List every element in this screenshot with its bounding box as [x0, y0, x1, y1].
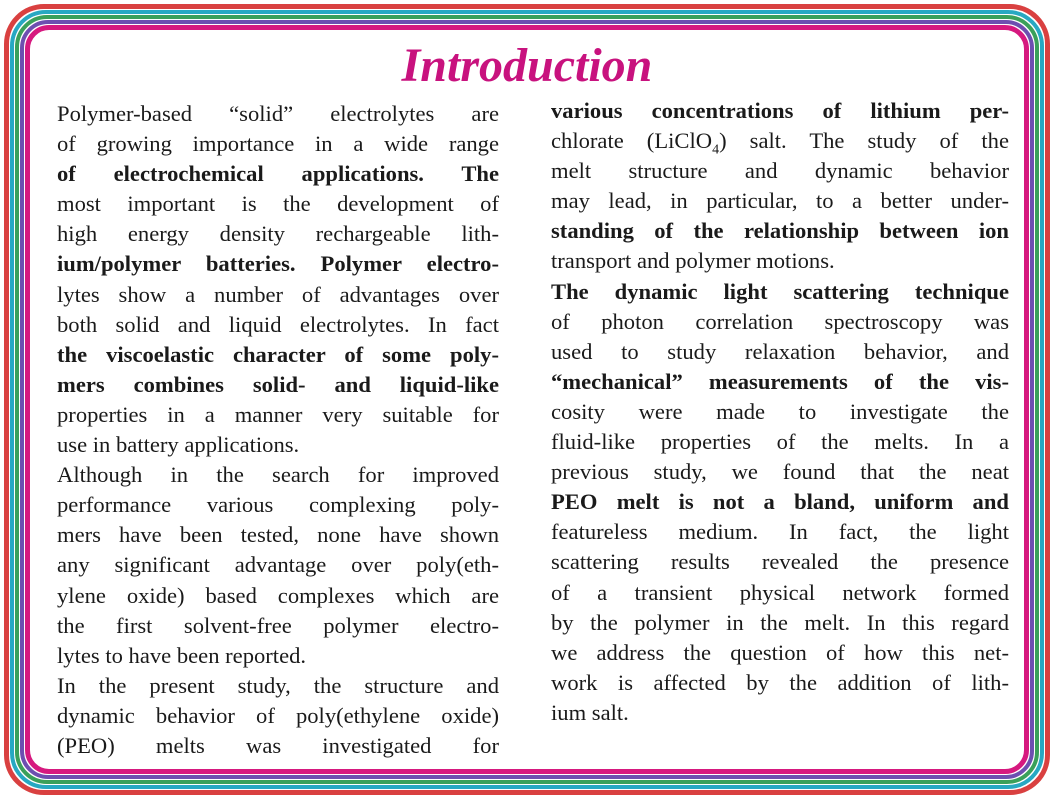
text-line: mers have been tested, none have shown: [57, 522, 499, 548]
text-line: transport and polymer motions.: [551, 248, 835, 274]
subscript: 4: [712, 142, 720, 158]
text-line: featureless medium. In fact, the light: [551, 519, 1009, 545]
text-line: high energy density rechargeable lith-: [57, 221, 499, 247]
text-line: The dynamic light scattering technique: [551, 278, 1009, 304]
text-line: use in battery applications.: [57, 432, 300, 458]
text-line: of a transient physical network formed: [551, 579, 1009, 605]
text-line: properties in a manner very suitable for: [57, 401, 499, 427]
left-text-column: [57, 99, 499, 761]
text-line: fluid-like properties of the melts. In a: [551, 429, 1009, 455]
text-line: any significant advantage over poly(eth-: [57, 552, 499, 578]
text-line: standing of the relationship between ion: [551, 218, 1009, 244]
text-line: scattering results revealed the presence: [551, 549, 1009, 575]
text-line: In the present study, the structure and: [57, 672, 499, 698]
text-line: used to study relaxation behavior, and: [551, 338, 1009, 364]
text-line: lytes show a number of advantages over: [57, 281, 499, 307]
text-line: the viscoelastic character of some poly-: [57, 341, 499, 367]
text-line: of growing importance in a wide range: [57, 131, 499, 157]
text-line: performance various complexing poly-: [57, 492, 499, 518]
text-line: PEO melt is not a bland, uniform and: [551, 489, 1009, 515]
text-line: Although in the search for improved: [57, 462, 499, 488]
text-line: by the polymer in the melt. In this regard: [551, 609, 1009, 635]
right-text-column: [551, 96, 1009, 728]
text-line: lytes to have been reported.: [57, 642, 307, 668]
text-line: of electrochemical applications. The: [57, 161, 499, 187]
text-line: of photon correlation spectroscopy was: [551, 308, 1009, 334]
text-line: cosity were made to investigate the: [551, 398, 1009, 424]
text-line: ylene oxide) based complexes which are: [57, 582, 499, 608]
text-line: “mechanical” measurements of the vis-: [551, 368, 1009, 394]
text-line: previous study, we found that the neat: [551, 459, 1009, 485]
text-line: melt structure and dynamic behavior: [551, 158, 1009, 184]
text-line: Polymer-based “solid” electrolytes are: [57, 101, 499, 126]
text-line: ium/polymer batteries. Polymer electro-: [57, 251, 499, 277]
text-line: both solid and liquid electrolytes. In fact: [57, 311, 499, 337]
text-line: we address the question of how this net-: [551, 639, 1009, 665]
text-line: work is affected by the addition of lith-: [551, 669, 1009, 695]
text-line: mers combines solid- and liquid-like: [57, 371, 499, 397]
page-title: Introduction: [401, 39, 653, 92]
text-line: the first solvent-free polymer electro-: [57, 612, 499, 638]
text-line: various concentrations of lithium per-: [551, 98, 1009, 123]
text-line: ium salt.: [551, 699, 629, 725]
text-line: most important is the development of: [57, 191, 499, 217]
text-line: may lead, in particular, to a better under-: [551, 188, 1009, 214]
text-line: (PEO) melts was investigated for: [57, 732, 499, 758]
text-line: chlorate (LiClO$_4$) salt. The study of the: [551, 128, 1009, 158]
text-line: dynamic behavior of poly(ethylene oxide): [57, 702, 499, 728]
